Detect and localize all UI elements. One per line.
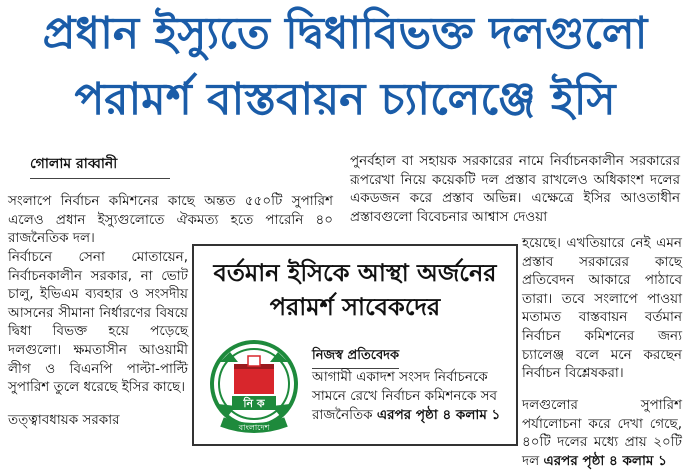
- headline-line-2: পরামর্শ বাস্তবায়ন চ্যালেঞ্জে ইসি: [74, 74, 616, 125]
- byline: গোলাম রাব্বানী: [30, 152, 170, 179]
- inset-article-box: [192, 244, 518, 446]
- right-continuation-link[interactable]: এরপর পৃষ্ঠা ৪ কলাম ১: [543, 452, 667, 469]
- inset-body: [312, 368, 508, 425]
- left-column-bottom-text: তত্ত্বাবধায়ক সরকার: [8, 412, 120, 428]
- inset-reporter: নিজস্ব প্রতিবেদক: [312, 346, 399, 369]
- inset-body-text: আগামী একাদশ সংসদ নির্বাচনকে সামনে রেখে নির্বাচন কমিশনকে সব রাজনৈতিক: [312, 369, 498, 423]
- right-bottom-body: দলগুলোর সুপারিশ পর্যালোচনা করে দেখা গেছে, ৪০টি দলের মধ্যে প্রায় ২০টি দল: [522, 397, 682, 469]
- election-commission-logo-icon: [208, 334, 300, 438]
- logo-letters: নি ক: [243, 397, 265, 410]
- right-column-narrow-text: হয়েছে। এখতিয়ারে নেই এমন প্রস্তাব সরকারের কাছে প্রতিবেদন আকারে পাঠাবে তারা। তবে সংলাপে পাওয়া মতামত বাস্তবায়ন বর্তমান নির্বাচন কমিশনের জন্য চ্যালেঞ্জ বলে মনে করছেন নির্বাচন বিশ্লেষকরা।: [522, 235, 682, 382]
- headline-line-1: প্রধান ইস্যুতে দ্বিধাবিভক্ত দলগুলো: [42, 8, 648, 59]
- left-column-narrow-text: নির্বাচনে সেনা মোতায়েন, নির্বাচনকালীন সরকার, না ভোট চালু, ইভিএম ব্যবহার ও সংসদীয় আসনের সীমানা নির্ধারণের বিষয়ে দ্বিধা বিভক্ত হয়ে পড়েছে দলগুলো। ক্ষমতাসীন আওয়ামী লীগ ও বিএনপি পাল্টা-পাল্টি সুপারিশ তুলে ধরেছে ইসির কাছে।: [8, 249, 188, 396]
- left-column-top-text: সংলাপে নির্বাচন কমিশনের কাছে অন্তত ৫৫০টি সুপারিশ এলেও প্রধান ইস্যুগুলোতে ঐকমত্য হতে পারেনি ৪০ রাজনৈতিক দল।: [8, 193, 333, 247]
- right-column-top-text: পুনর্বহাল বা সহায়ক সরকারের নামে নির্বাচনকালীন সরকারের রূপরেখা নিয়ে কয়েকটি দল প্রস্তাব রাখলেও অধিকাংশ দলের একডজন করে প্রস্তাব অভিন্ন। এক্ষেত্রে ইসির আওতাধীন প্রস্তাবগুলো বিবেচনার আশ্বাস দেওয়া: [350, 153, 680, 225]
- inset-continuation-link[interactable]: এরপর পৃষ্ঠা ৪ কলাম ১: [376, 407, 501, 423]
- logo-country-text: বাংলাদেশ: [238, 423, 270, 432]
- inset-title: বর্তমান ইসিকে আস্থা অর্জনের পরামর্শ সাবেকদের: [213, 259, 497, 321]
- right-column-bottom-text: [522, 396, 682, 470]
